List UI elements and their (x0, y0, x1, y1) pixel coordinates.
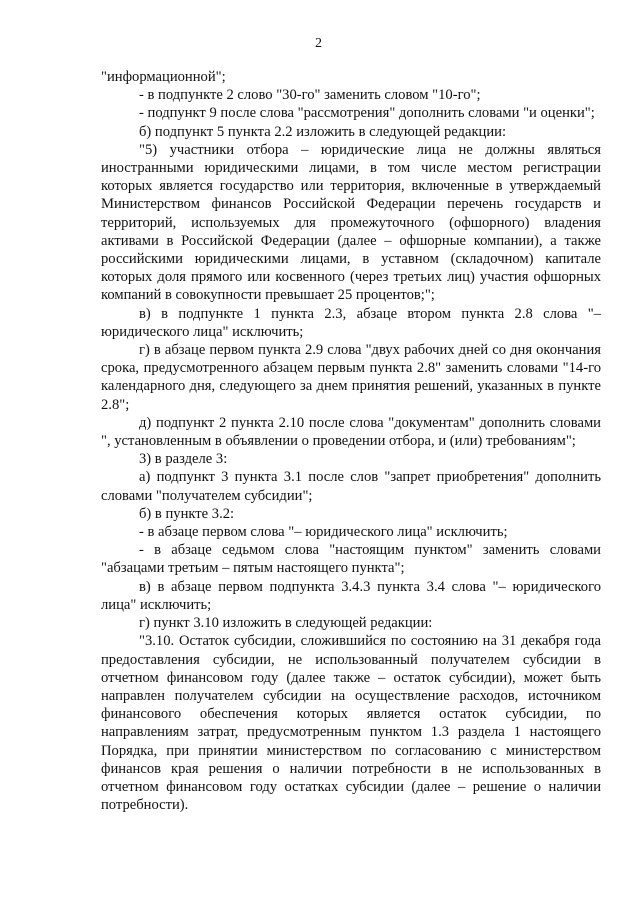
paragraph-item-d: д) подпункт 2 пункта 2.10 после слова "документам" дополнить словами ", установленным в объявлении о проведении отбора, и (или) требованиям"; (101, 414, 601, 450)
paragraph-item-g: г) в абзаце первом пункта 2.9 слова "двух рабочих дней со дня окончания срока, предусмотренного абзацем первым пункта 2.8" заменить словами "14-го календарного дня, следующего за днем принятия решений, указанных в пункте 2.8"; (101, 342, 601, 413)
paragraph-item-g-section-3: г) пункт 3.10 изложить в следующей редакции: (139, 615, 433, 632)
page-number: 2 (315, 36, 322, 51)
paragraph-item-b-section-3: б) в пункте 3.2: (139, 505, 235, 522)
paragraph-item-v-section-3: в) в абзаце первом подпункта 3.4.3 пункта 3.4 слова "– юридического лица" исключить; (101, 578, 601, 613)
paragraph-subitem: - в подпункте 2 слово "30-го" заменить словом "10-го"; (139, 87, 481, 104)
paragraph-subitem: - подпункт 9 после слова "рассмотрения" дополнить словами "и оценки"; (139, 105, 595, 122)
paragraph-item-a: а) подпункт 3 пункта 3.1 после слов "запрет приобретения" дополнить словами "получателем субсидии"; (101, 469, 601, 504)
paragraph-subitem: - в абзаце первом слова "– юридического лица" исключить; (139, 524, 508, 541)
paragraph-section-3: 3) в разделе 3: (139, 451, 228, 468)
paragraph-quoted-point-3-10: "3.10. Остаток субсидии, сложившийся по состоянию на 31 декабря года предоставления субсидии, не использованный получателем субсидии в отчетном финансовом году (далее также – остаток субсидии), может быть направлен получателем субсидии на осуществление расходов, источником финансового обеспечения которых является остаток субсидии, по направлениям затрат, предусмотренным пунктом 1.3 раздела 1 настоящего Порядка, при принятии министерством по согласованию с министерством финансов края решения о наличии потребности в не использованных в отчетном финансовом году остатках субсидии (далее – решение о наличии потребности). (101, 633, 601, 814)
paragraph-continuation: "информационной"; (101, 69, 226, 85)
paragraph-quoted-subpoint-5: "5) участники отбора – юридические лица не должны являться иностранными юридическими лицами, в том числе местом регистрации которых является государство или территория, включенные в утверждаемый Министерством финансов Российской Федерации перечень государств и территорий, используемых для промежуточного (офшорного) владения активами в Российской Федерации (далее – офшорные компании), а также российскими юридическими лицами, в уставном (складочном) капитале которых доля прямого или косвенного (через третьих лиц) участия офшорных компаний в совокупности превышает 25 процентов;"; (101, 141, 601, 304)
paragraph-subitem: - в абзаце седьмом слова "настоящим пунктом" заменить словами "абзацами третьим – пятым настоящего пункта"; (101, 542, 601, 577)
document-body (101, 68, 601, 814)
paragraph-item-v: в) в подпункте 1 пункта 2.3, абзаце втором пункта 2.8 слова "– юридического лица" исключить; (101, 305, 601, 340)
paragraph-item-b: б) подпункт 5 пункта 2.2 изложить в следующей редакции: (139, 123, 507, 140)
